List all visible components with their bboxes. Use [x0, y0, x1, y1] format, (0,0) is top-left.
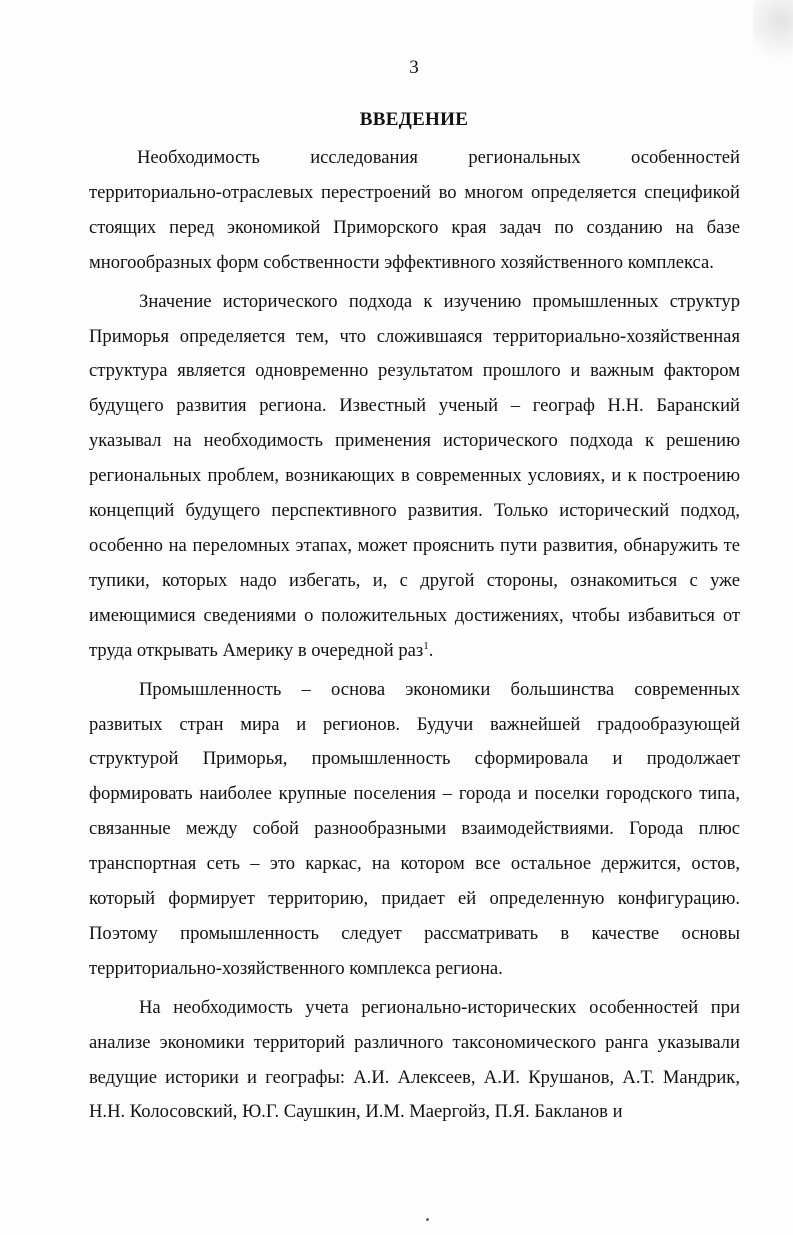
paragraph-3 [89, 673, 740, 987]
paragraph-3-text: Промышленность – основа экономики большинства современных развитых стран мира и регионов. Будучи важнейшей градообразующей структурой Приморья, промышленность сформировала и продолжает формировать наиболее крупные поселения – города и поселки городского типа, связанные между собой разнообразными взаимодействиями. Города плюс транспортная сеть – это каркас, на котором все остальное держится, остов, который формирует территорию, придает ей определенную конфигурацию. Поэтому промышленность следует рассматривать в качестве основы территориально-хозяйственного комплекса региона. [89, 678, 740, 979]
paragraph-2-text: Значение исторического подхода к изучению промышленных структур Приморья определяется тем, что сложившаяся территориально-хозяйственная структура является одновременно результатом прошлого и важным фактором будущего развития региона. Известный ученый – географ Н.Н. Баранский указывал на необходимость применения исторического подхода к решению региональных проблем, возникающих в современных условиях, и к построению концепций будущего перспективного развития. Только исторический подход, особенно на переломных этапах, может прояснить пути развития, обнаружить те тупики, которых надо избегать, и, с другой стороны, ознакомиться с уже имеющимися сведениями о положительных достижениях, чтобы избавиться от труда открывать Америку в очередной раз [89, 290, 740, 661]
scan-speck [426, 1218, 429, 1221]
section-heading: ВВЕДЕНИЕ [359, 109, 469, 130]
footnote-marker[interactable]: 1 [423, 639, 429, 652]
paragraph-2 [89, 285, 740, 669]
page-number: 3 [409, 57, 419, 78]
paragraph-1-text: Необходимость исследования региональных особенностей территориально-отраслевых перестроений во многом определяется спецификой стоящих перед экономикой Приморского края задач по созданию на базе многообразных форм собственности эффективного хозяйственного комплекса. [89, 147, 740, 273]
body-text [89, 141, 740, 1130]
paragraph-4 [89, 991, 740, 1131]
paragraph-2-end: . [428, 639, 434, 661]
paragraph-4-text: На необходимость учета регионально-исторических особенностей при анализе экономики территорий различного таксономического ранга указывали ведущие историки и географы: А.И. Алексеев, А.И. Крушанов, А.Т. Мандрик, Н.Н. Колосовский, Ю.Г. Саушкин, И.М. Маергойз, П.Я. Бакланов и [89, 996, 740, 1123]
paragraph-1 [89, 141, 740, 281]
